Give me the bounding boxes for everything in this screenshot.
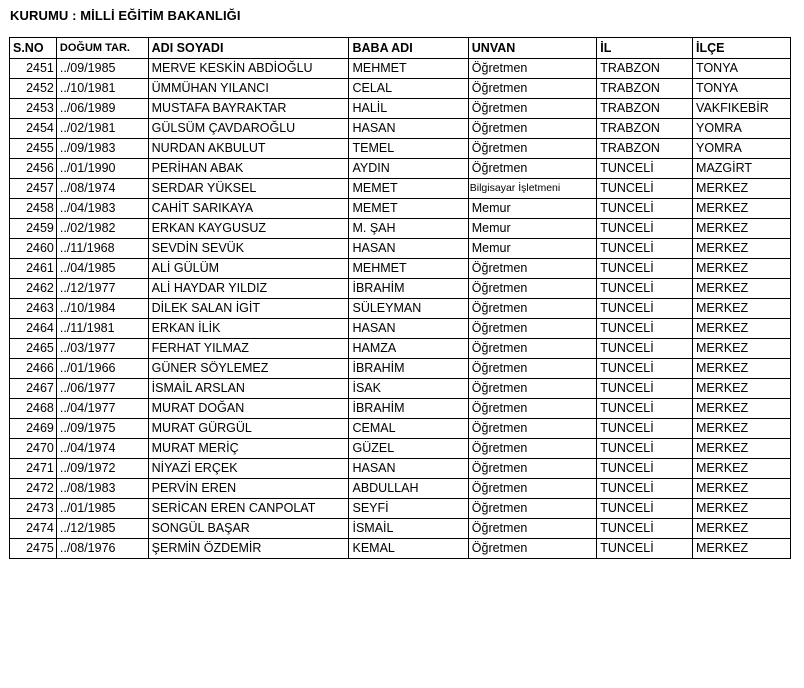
cell-birth-date: ../10/1981 bbox=[56, 79, 148, 99]
cell-title: Öğretmen bbox=[468, 259, 596, 279]
cell-district: MERKEZ bbox=[693, 359, 791, 379]
cell-title: Öğretmen bbox=[468, 99, 596, 119]
cell-district: MERKEZ bbox=[693, 319, 791, 339]
cell-province: TRABZON bbox=[597, 99, 693, 119]
cell-father-name: MEHMET bbox=[349, 59, 468, 79]
cell-province: TUNCELİ bbox=[597, 219, 693, 239]
cell-province: TUNCELİ bbox=[597, 179, 693, 199]
cell-province: TUNCELİ bbox=[597, 519, 693, 539]
cell-province: TUNCELİ bbox=[597, 419, 693, 439]
table-row bbox=[10, 339, 791, 359]
cell-province: TUNCELİ bbox=[597, 319, 693, 339]
cell-full-name: NURDAN AKBULUT bbox=[148, 139, 349, 159]
column-header-province: İL bbox=[597, 38, 693, 59]
cell-father-name: KEMAL bbox=[349, 539, 468, 559]
cell-title: Öğretmen bbox=[468, 319, 596, 339]
cell-father-name: HAMZA bbox=[349, 339, 468, 359]
cell-sno: 2469 bbox=[10, 419, 57, 439]
cell-full-name: ERKAN KAYGUSUZ bbox=[148, 219, 349, 239]
cell-sno: 2475 bbox=[10, 539, 57, 559]
cell-sno: 2465 bbox=[10, 339, 57, 359]
cell-province: TRABZON bbox=[597, 119, 693, 139]
cell-birth-date: ../06/1989 bbox=[56, 99, 148, 119]
cell-district: MERKEZ bbox=[693, 239, 791, 259]
cell-province: TUNCELİ bbox=[597, 539, 693, 559]
cell-title: Öğretmen bbox=[468, 539, 596, 559]
cell-full-name: NİYAZİ ERÇEK bbox=[148, 459, 349, 479]
cell-father-name: İBRAHİM bbox=[349, 279, 468, 299]
cell-father-name: MEMET bbox=[349, 179, 468, 199]
cell-birth-date: ../11/1968 bbox=[56, 239, 148, 259]
cell-district: MERKEZ bbox=[693, 199, 791, 219]
cell-father-name: AYDIN bbox=[349, 159, 468, 179]
cell-province: TUNCELİ bbox=[597, 199, 693, 219]
cell-sno: 2451 bbox=[10, 59, 57, 79]
cell-sno: 2466 bbox=[10, 359, 57, 379]
cell-full-name: SEVDİN SEVÜK bbox=[148, 239, 349, 259]
cell-title: Öğretmen bbox=[468, 519, 596, 539]
cell-province: TUNCELİ bbox=[597, 279, 693, 299]
cell-father-name: HASAN bbox=[349, 119, 468, 139]
cell-sno: 2461 bbox=[10, 259, 57, 279]
cell-title: Öğretmen bbox=[468, 479, 596, 499]
table-row bbox=[10, 359, 791, 379]
cell-father-name: MEHMET bbox=[349, 259, 468, 279]
cell-province: TUNCELİ bbox=[597, 499, 693, 519]
cell-district: MAZGİRT bbox=[693, 159, 791, 179]
cell-birth-date: ../03/1977 bbox=[56, 339, 148, 359]
cell-full-name: MURAT GÜRGÜL bbox=[148, 419, 349, 439]
cell-district: MERKEZ bbox=[693, 379, 791, 399]
table-row bbox=[10, 319, 791, 339]
cell-birth-date: ../10/1984 bbox=[56, 299, 148, 319]
table-row bbox=[10, 159, 791, 179]
cell-title: Memur bbox=[468, 199, 596, 219]
cell-province: TRABZON bbox=[597, 59, 693, 79]
page-title: KURUMU : MİLLİ EĞİTİM BAKANLIĞI bbox=[10, 8, 241, 23]
cell-title: Öğretmen bbox=[468, 59, 596, 79]
cell-birth-date: ../01/1990 bbox=[56, 159, 148, 179]
cell-district: MERKEZ bbox=[693, 399, 791, 419]
cell-father-name: HALİL bbox=[349, 99, 468, 119]
cell-sno: 2472 bbox=[10, 479, 57, 499]
cell-birth-date: ../04/1985 bbox=[56, 259, 148, 279]
cell-birth-date: ../04/1977 bbox=[56, 399, 148, 419]
cell-father-name: İSAK bbox=[349, 379, 468, 399]
cell-title: Öğretmen bbox=[468, 459, 596, 479]
table-row bbox=[10, 459, 791, 479]
cell-title: Öğretmen bbox=[468, 419, 596, 439]
cell-title: Öğretmen bbox=[468, 439, 596, 459]
cell-birth-date: ../09/1983 bbox=[56, 139, 148, 159]
cell-district: TONYA bbox=[693, 59, 791, 79]
cell-sno: 2458 bbox=[10, 199, 57, 219]
cell-birth-date: ../01/1985 bbox=[56, 499, 148, 519]
table-body bbox=[10, 59, 791, 559]
cell-province: TUNCELİ bbox=[597, 459, 693, 479]
cell-title: Öğretmen bbox=[468, 379, 596, 399]
column-header-full-name: ADI SOYADI bbox=[148, 38, 349, 59]
cell-district: YOMRA bbox=[693, 119, 791, 139]
cell-father-name: SEYFİ bbox=[349, 499, 468, 519]
cell-birth-date: ../12/1985 bbox=[56, 519, 148, 539]
cell-full-name: GÜLSÜM ÇAVDAROĞLU bbox=[148, 119, 349, 139]
cell-father-name: HASAN bbox=[349, 319, 468, 339]
table-row bbox=[10, 59, 791, 79]
table-row bbox=[10, 119, 791, 139]
cell-sno: 2453 bbox=[10, 99, 57, 119]
cell-full-name: PERVİN EREN bbox=[148, 479, 349, 499]
cell-birth-date: ../01/1966 bbox=[56, 359, 148, 379]
cell-province: TUNCELİ bbox=[597, 159, 693, 179]
cell-district: MERKEZ bbox=[693, 259, 791, 279]
cell-district: MERKEZ bbox=[693, 279, 791, 299]
cell-district: TONYA bbox=[693, 79, 791, 99]
cell-title: Öğretmen bbox=[468, 299, 596, 319]
table-row bbox=[10, 519, 791, 539]
cell-full-name: ÜMMÜHAN YILANCI bbox=[148, 79, 349, 99]
cell-sno: 2455 bbox=[10, 139, 57, 159]
cell-father-name: MEMET bbox=[349, 199, 468, 219]
cell-district: YOMRA bbox=[693, 139, 791, 159]
table-row bbox=[10, 79, 791, 99]
cell-birth-date: ../09/1975 bbox=[56, 419, 148, 439]
cell-title: Bilgisayar İşletmeni bbox=[468, 179, 596, 199]
cell-full-name: MERVE KESKİN ABDİOĞLU bbox=[148, 59, 349, 79]
cell-province: TRABZON bbox=[597, 79, 693, 99]
cell-father-name: ABDULLAH bbox=[349, 479, 468, 499]
table-row bbox=[10, 179, 791, 199]
table-row bbox=[10, 479, 791, 499]
cell-sno: 2460 bbox=[10, 239, 57, 259]
column-header-father-name: BABA ADI bbox=[349, 38, 468, 59]
cell-birth-date: ../12/1977 bbox=[56, 279, 148, 299]
cell-birth-date: ../02/1982 bbox=[56, 219, 148, 239]
cell-full-name: ŞERMİN ÖZDEMİR bbox=[148, 539, 349, 559]
cell-province: TUNCELİ bbox=[597, 479, 693, 499]
cell-title: Memur bbox=[468, 239, 596, 259]
cell-birth-date: ../09/1985 bbox=[56, 59, 148, 79]
cell-full-name: SERDAR YÜKSEL bbox=[148, 179, 349, 199]
cell-full-name: MURAT MERİÇ bbox=[148, 439, 349, 459]
cell-title: Öğretmen bbox=[468, 499, 596, 519]
cell-province: TUNCELİ bbox=[597, 379, 693, 399]
cell-title: Öğretmen bbox=[468, 339, 596, 359]
cell-birth-date: ../06/1977 bbox=[56, 379, 148, 399]
cell-father-name: İBRAHİM bbox=[349, 359, 468, 379]
table-row bbox=[10, 419, 791, 439]
cell-full-name: ALİ HAYDAR YILDIZ bbox=[148, 279, 349, 299]
cell-sno: 2454 bbox=[10, 119, 57, 139]
cell-district: VAKFIKEBİR bbox=[693, 99, 791, 119]
cell-province: TRABZON bbox=[597, 139, 693, 159]
cell-province: TUNCELİ bbox=[597, 439, 693, 459]
table-row bbox=[10, 219, 791, 239]
cell-full-name: MUSTAFA BAYRAKTAR bbox=[148, 99, 349, 119]
cell-sno: 2474 bbox=[10, 519, 57, 539]
cell-father-name: HASAN bbox=[349, 459, 468, 479]
table-row bbox=[10, 139, 791, 159]
cell-district: MERKEZ bbox=[693, 439, 791, 459]
cell-district: MERKEZ bbox=[693, 299, 791, 319]
cell-full-name: FERHAT YILMAZ bbox=[148, 339, 349, 359]
cell-province: TUNCELİ bbox=[597, 239, 693, 259]
personnel-table bbox=[9, 37, 791, 559]
table-row bbox=[10, 399, 791, 419]
cell-full-name: PERİHAN ABAK bbox=[148, 159, 349, 179]
cell-sno: 2456 bbox=[10, 159, 57, 179]
cell-province: TUNCELİ bbox=[597, 339, 693, 359]
cell-full-name: SERİCAN EREN CANPOLAT bbox=[148, 499, 349, 519]
cell-full-name: SONGÜL BAŞAR bbox=[148, 519, 349, 539]
cell-full-name: GÜNER SÖYLEMEZ bbox=[148, 359, 349, 379]
cell-full-name: CAHİT SARIKAYA bbox=[148, 199, 349, 219]
cell-sno: 2471 bbox=[10, 459, 57, 479]
cell-district: MERKEZ bbox=[693, 459, 791, 479]
cell-district: MERKEZ bbox=[693, 479, 791, 499]
cell-birth-date: ../11/1981 bbox=[56, 319, 148, 339]
column-header-birth-date: DOĞUM TAR. bbox=[56, 38, 148, 59]
cell-title: Öğretmen bbox=[468, 139, 596, 159]
cell-birth-date: ../08/1976 bbox=[56, 539, 148, 559]
cell-province: TUNCELİ bbox=[597, 259, 693, 279]
table-row bbox=[10, 199, 791, 219]
cell-father-name: M. ŞAH bbox=[349, 219, 468, 239]
table-row bbox=[10, 99, 791, 119]
cell-sno: 2464 bbox=[10, 319, 57, 339]
column-header-title: UNVAN bbox=[468, 38, 596, 59]
cell-district: MERKEZ bbox=[693, 539, 791, 559]
cell-title: Öğretmen bbox=[468, 399, 596, 419]
column-header-sno: S.NO bbox=[10, 38, 57, 59]
cell-full-name: ERKAN İLİK bbox=[148, 319, 349, 339]
cell-district: MERKEZ bbox=[693, 519, 791, 539]
cell-sno: 2468 bbox=[10, 399, 57, 419]
cell-district: MERKEZ bbox=[693, 179, 791, 199]
table-row bbox=[10, 499, 791, 519]
cell-birth-date: ../09/1972 bbox=[56, 459, 148, 479]
cell-father-name: İSMAİL bbox=[349, 519, 468, 539]
cell-father-name: GÜZEL bbox=[349, 439, 468, 459]
table-row bbox=[10, 259, 791, 279]
table-row bbox=[10, 239, 791, 259]
cell-district: MERKEZ bbox=[693, 339, 791, 359]
table-row bbox=[10, 279, 791, 299]
table-row bbox=[10, 379, 791, 399]
cell-sno: 2473 bbox=[10, 499, 57, 519]
cell-birth-date: ../04/1983 bbox=[56, 199, 148, 219]
cell-full-name: İSMAİL ARSLAN bbox=[148, 379, 349, 399]
table-row bbox=[10, 439, 791, 459]
cell-father-name: TEMEL bbox=[349, 139, 468, 159]
cell-district: MERKEZ bbox=[693, 419, 791, 439]
cell-province: TUNCELİ bbox=[597, 359, 693, 379]
cell-title: Memur bbox=[468, 219, 596, 239]
cell-sno: 2470 bbox=[10, 439, 57, 459]
cell-full-name: MURAT DOĞAN bbox=[148, 399, 349, 419]
cell-full-name: ALİ GÜLÜM bbox=[148, 259, 349, 279]
cell-district: MERKEZ bbox=[693, 219, 791, 239]
column-header-district: İLÇE bbox=[693, 38, 791, 59]
cell-province: TUNCELİ bbox=[597, 399, 693, 419]
cell-district: MERKEZ bbox=[693, 499, 791, 519]
cell-title: Öğretmen bbox=[468, 359, 596, 379]
cell-sno: 2452 bbox=[10, 79, 57, 99]
cell-father-name: İBRAHİM bbox=[349, 399, 468, 419]
cell-birth-date: ../08/1974 bbox=[56, 179, 148, 199]
cell-birth-date: ../08/1983 bbox=[56, 479, 148, 499]
cell-province: TUNCELİ bbox=[597, 299, 693, 319]
table-row bbox=[10, 299, 791, 319]
cell-father-name: CELAL bbox=[349, 79, 468, 99]
cell-sno: 2467 bbox=[10, 379, 57, 399]
cell-title: Öğretmen bbox=[468, 159, 596, 179]
cell-title: Öğretmen bbox=[468, 279, 596, 299]
table-row bbox=[10, 539, 791, 559]
cell-father-name: CEMAL bbox=[349, 419, 468, 439]
cell-birth-date: ../04/1974 bbox=[56, 439, 148, 459]
cell-father-name: SÜLEYMAN bbox=[349, 299, 468, 319]
cell-full-name: DİLEK SALAN İGİT bbox=[148, 299, 349, 319]
cell-sno: 2462 bbox=[10, 279, 57, 299]
cell-title: Öğretmen bbox=[468, 79, 596, 99]
cell-sno: 2459 bbox=[10, 219, 57, 239]
cell-title: Öğretmen bbox=[468, 119, 596, 139]
cell-father-name: HASAN bbox=[349, 239, 468, 259]
cell-sno: 2463 bbox=[10, 299, 57, 319]
cell-birth-date: ../02/1981 bbox=[56, 119, 148, 139]
table-header-row bbox=[10, 38, 791, 59]
cell-sno: 2457 bbox=[10, 179, 57, 199]
